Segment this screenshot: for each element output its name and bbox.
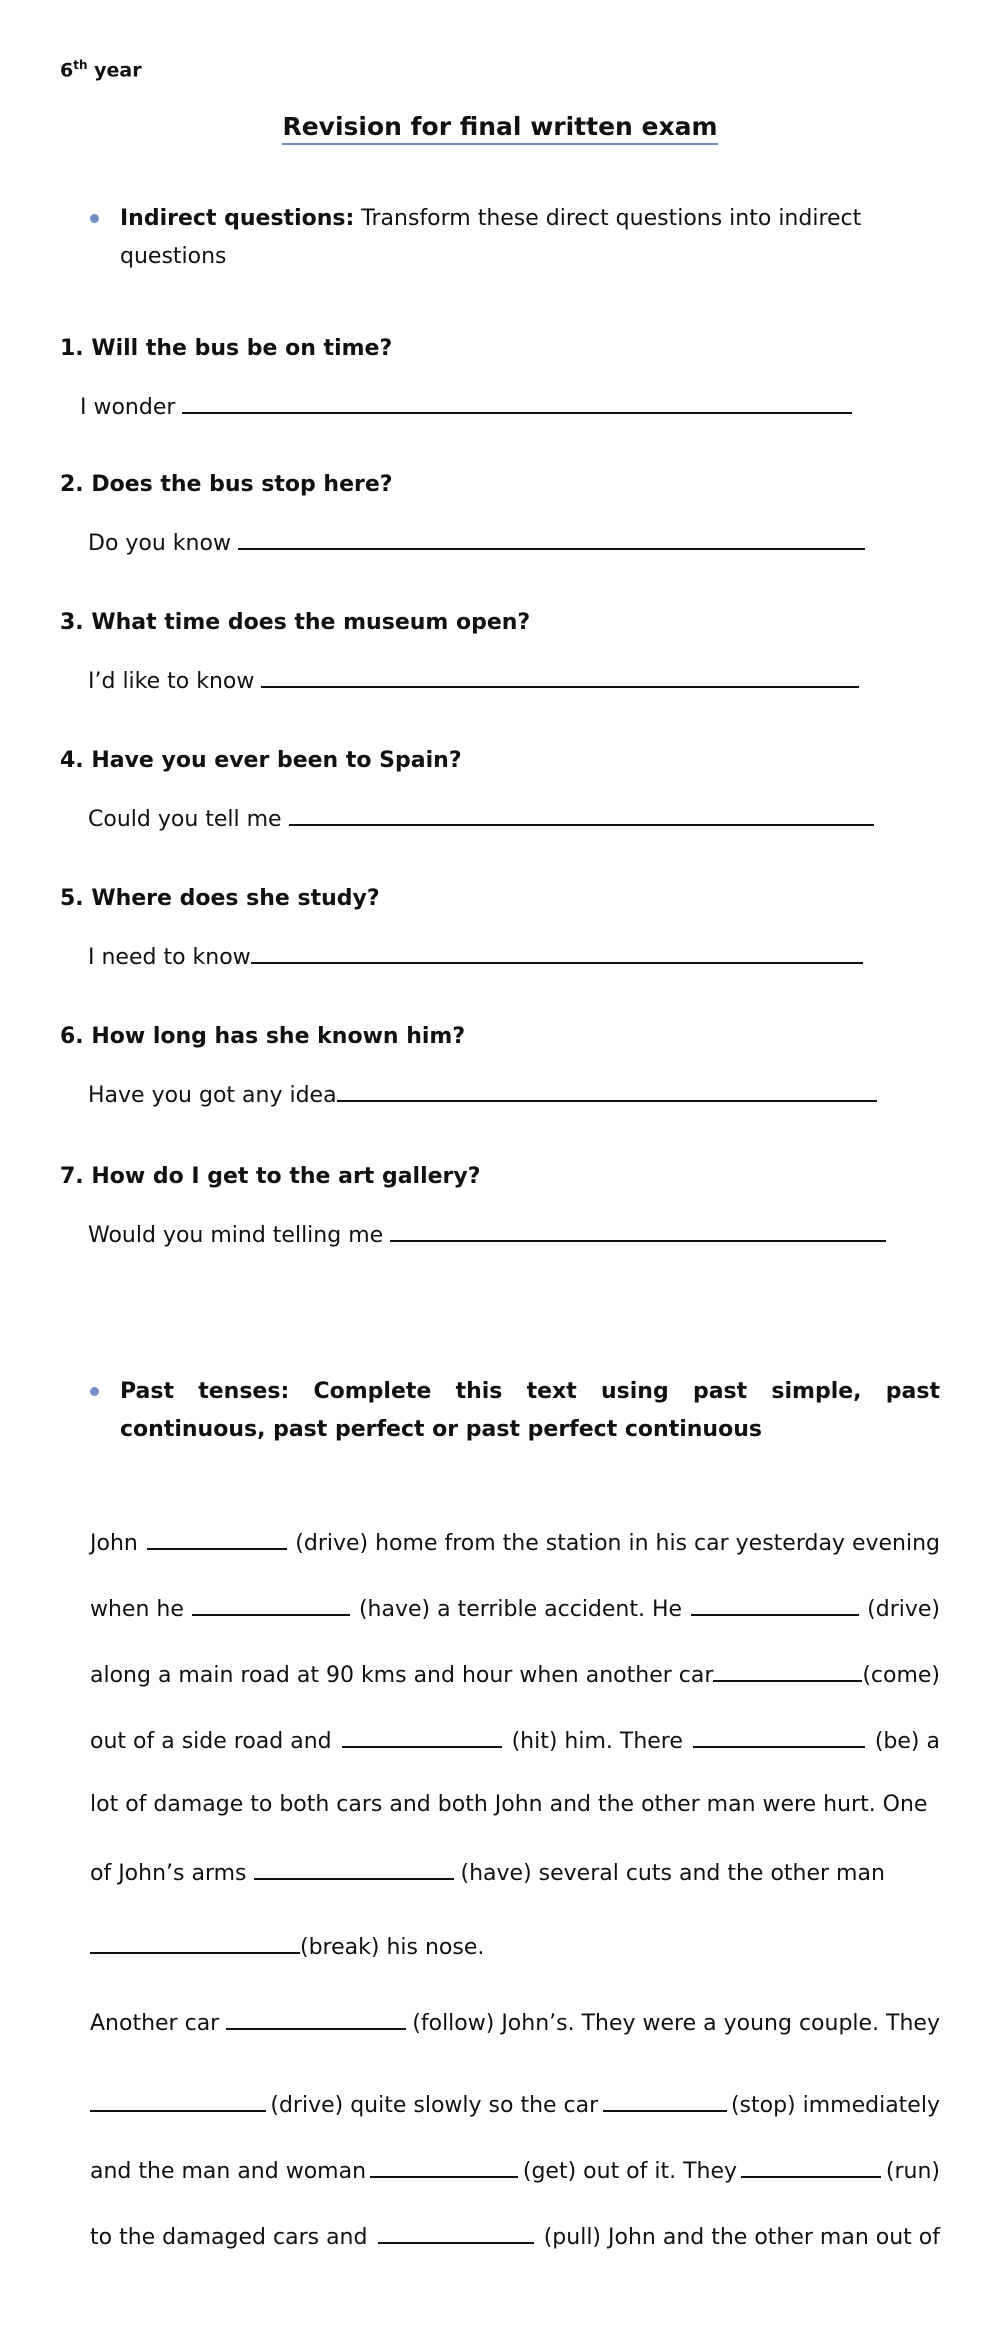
gap-blank[interactable] — [90, 1932, 300, 1954]
gap-blank[interactable] — [378, 2222, 534, 2244]
text-line-8: Another car (follow) John’s. They were a young couple. They — [90, 2008, 940, 2036]
text-line-7: (break) his nose. — [90, 1932, 940, 1960]
answer-line-2[interactable] — [238, 526, 865, 550]
text-line-3: along a main road at 90 kms and hour when another car (come) — [90, 1660, 940, 1688]
section-heading: Past tenses: Complete this text using past simple, past continuous, past perfect or past perfect continuous — [120, 1379, 940, 1442]
section-instructions: Transform these direct questions into indirect questions — [120, 206, 862, 269]
answer-line-4[interactable] — [289, 802, 874, 826]
text-line-11: to the damaged cars and (pull) John and the other man out of — [90, 2222, 940, 2250]
question-4: 4. Have you ever been to Spain? — [60, 748, 462, 773]
text-line-9: (drive) quite slowly so the car (stop) immediately — [90, 2090, 940, 2118]
section-heading: Indirect questions: — [120, 206, 355, 231]
answer-row-4: Could you tell me — [88, 802, 874, 832]
text-line-5: lot of damage to both cars and both John and the other man were hurt. One — [90, 1792, 928, 1817]
answer-line-7[interactable] — [390, 1218, 886, 1242]
bullet-icon — [90, 214, 99, 223]
answer-row-6: Have you got any idea — [88, 1078, 877, 1108]
gap-blank[interactable] — [741, 2156, 881, 2178]
gap-blank[interactable] — [370, 2156, 518, 2178]
gap-blank[interactable] — [713, 1660, 862, 1682]
text-line-1: John (drive) home from the station in his car yesterday evening — [90, 1528, 940, 1556]
text-line-4: out of a side road and (hit) him. There (be) a — [90, 1726, 940, 1754]
gap-blank[interactable] — [342, 1726, 502, 1748]
text-line-10: and the man and woman (get) out of it. They (run) — [90, 2156, 940, 2184]
question-5: 5. Where does she study? — [60, 886, 380, 911]
bullet-icon — [90, 1387, 99, 1396]
answer-row-5: I need to know — [88, 940, 863, 970]
gap-blank[interactable] — [691, 1594, 859, 1616]
gap-blank[interactable] — [693, 1726, 865, 1748]
answer-line-3[interactable] — [261, 664, 859, 688]
section-past-tenses — [120, 1373, 940, 1449]
gap-blank[interactable] — [226, 2008, 406, 2030]
gap-blank[interactable] — [254, 1858, 454, 1880]
answer-row-2: Do you know — [88, 526, 865, 556]
gap-blank[interactable] — [90, 2090, 266, 2112]
text-line-6: of John’s arms (have) several cuts and the other man — [90, 1858, 940, 1886]
answer-row-1: I wonder — [80, 390, 852, 420]
answer-line-6[interactable] — [337, 1078, 877, 1102]
question-2: 2. Does the bus stop here? — [60, 472, 393, 497]
question-3: 3. What time does the museum open? — [60, 610, 531, 635]
page-title: Revision for final written exam — [0, 112, 1000, 141]
gap-blank[interactable] — [192, 1594, 350, 1616]
answer-row-7: Would you mind telling me — [88, 1218, 886, 1248]
gap-blank[interactable] — [147, 1528, 287, 1550]
text-line-2: when he (have) a terrible accident. He (drive) — [90, 1594, 940, 1622]
gap-blank[interactable] — [603, 2090, 727, 2112]
question-7: 7. How do I get to the art gallery? — [60, 1164, 481, 1189]
year-label: 6th year — [60, 58, 142, 82]
section-indirect-questions — [120, 200, 940, 276]
question-1: 1. Will the bus be on time? — [60, 336, 393, 361]
answer-line-1[interactable] — [182, 390, 852, 414]
answer-row-3: I’d like to know — [88, 664, 859, 694]
question-6: 6. How long has she known him? — [60, 1024, 466, 1049]
answer-line-5[interactable] — [251, 940, 863, 964]
